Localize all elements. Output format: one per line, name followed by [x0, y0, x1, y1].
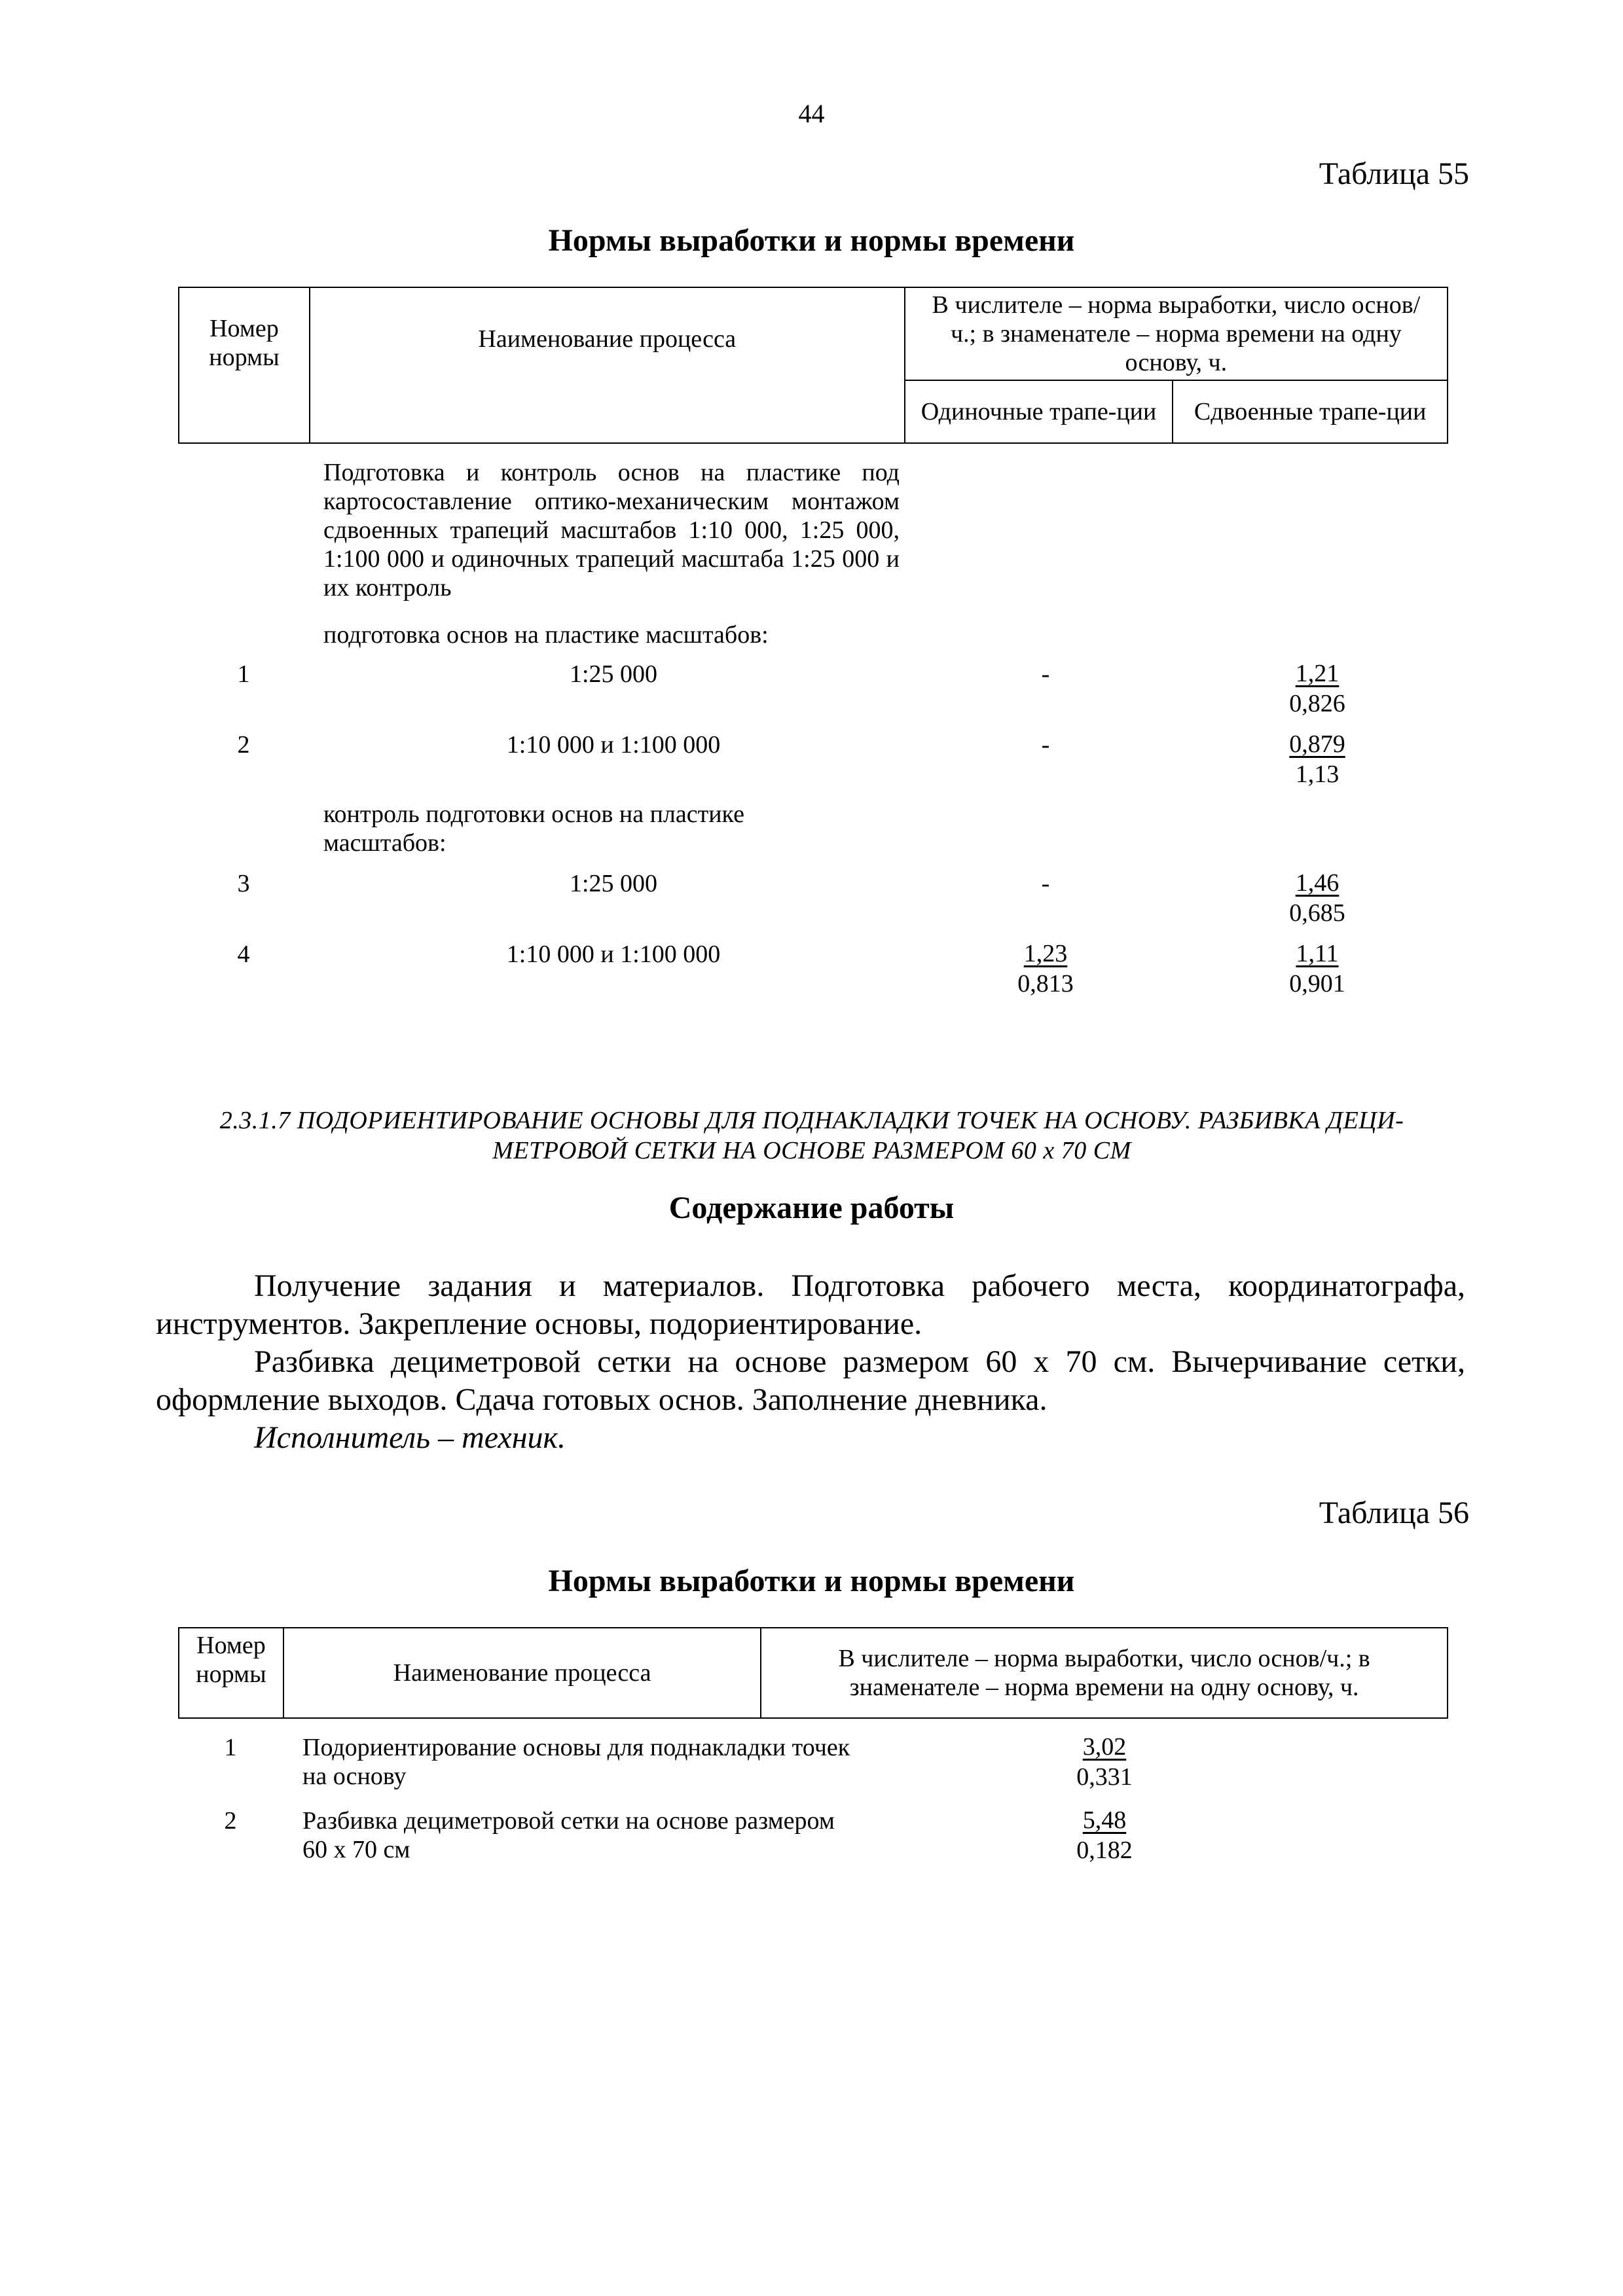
header-56-process: Наименование процесса — [283, 1628, 761, 1718]
row-1-double — [1180, 658, 1455, 719]
row-3-scale: 1:25 000 — [569, 870, 658, 897]
row-1-single: - — [1041, 660, 1050, 688]
t56-row-2-number: 2 — [224, 1807, 237, 1835]
row-2-scale: 1:10 000 и 1:100 000 — [506, 731, 721, 759]
table-55-title: Нормы выработки и нормы времени — [548, 223, 1075, 258]
row-4-single — [911, 939, 1180, 999]
t56-row-2-numerator: 5,48 — [1082, 1806, 1127, 1834]
row-4-number: 4 — [237, 941, 250, 968]
header-single: Одиночные трапе-ции — [905, 380, 1173, 443]
content-paragraph-1: Получение задания и материалов. Подготовка рабочего места, координатографа, инструментов. Закрепление основы, подориентирование. — [156, 1268, 1465, 1341]
table-56-label: Таблица 56 — [1319, 1496, 1469, 1530]
row-4-double-numerator: 1,11 — [1296, 940, 1339, 967]
t56-row-1-numerator: 3,02 — [1082, 1733, 1127, 1761]
row-2-double-numerator: 0,879 — [1289, 730, 1345, 758]
header-56-norm: В числителе – норма выработки, число основ/ч.; в знаменателе – норма времени на одну основу, ч. — [761, 1628, 1448, 1718]
table-55-intro: Подготовка и контроль основ на пластике под картосоставление оптико-механическим монтажом сдвоенных трапеций масштабов 1:10 000, 1:25 000, 1:100 000 и одиночных трапеций масштаба 1:25 000 и их контроль — [323, 459, 900, 601]
row-4-scale: 1:10 000 и 1:100 000 — [506, 941, 721, 968]
content-title: Содержание работы — [668, 1191, 955, 1225]
t56-row-2-denominator: 0,182 — [1076, 1837, 1133, 1864]
header-process: Наименование процесса — [310, 287, 905, 443]
row-3-single: - — [1041, 870, 1050, 897]
table-56-header — [178, 1627, 1448, 1719]
row-3-double-numerator: 1,46 — [1295, 869, 1340, 897]
row-2-number: 2 — [237, 731, 250, 759]
table-55-header — [178, 287, 1448, 444]
row-4-single-numerator: 1,23 — [1023, 940, 1068, 967]
header-double: Сдвоенные трапе-ции — [1173, 380, 1448, 443]
row-4-single-denominator: 0,813 — [1017, 970, 1074, 997]
content-executor: Исполнитель – техник. — [254, 1420, 566, 1455]
table-55-label: Таблица 55 — [1319, 156, 1469, 191]
t56-row-1-value — [761, 1732, 1448, 1792]
row-1-scale: 1:25 000 — [569, 660, 658, 688]
row-1-number: 1 — [237, 660, 250, 688]
row-2-double-denominator: 1,13 — [1295, 761, 1340, 788]
row-3-number: 3 — [237, 870, 250, 897]
table-56-title: Нормы выработки и нормы времени — [548, 1564, 1075, 1598]
row-4-double — [1180, 939, 1455, 999]
t56-row-1-number: 1 — [224, 1734, 237, 1761]
t56-row-2-value — [761, 1805, 1448, 1865]
row-3-double — [1180, 868, 1455, 928]
t56-row-2-process: Разбивка дециметровой сетки на основе размером 60 х 70 см — [302, 1807, 835, 1863]
row-1-double-numerator: 1,21 — [1295, 660, 1340, 687]
header-number: Номер нормы — [179, 287, 310, 443]
subsection-heading-line-1: 2.3.1.7 ПОДОРИЕНТИРОВАНИЕ ОСНОВЫ ДЛЯ ПОДНАКЛАДКИ ТОЧЕК НА ОСНОВУ. РАЗБИВКА ДЕЦИ- — [219, 1107, 1404, 1134]
row-2-double — [1180, 729, 1455, 789]
row-2-single: - — [1041, 731, 1050, 759]
subsection-heading-line-2: МЕТРОВОЙ СЕТКИ НА ОСНОВЕ РАЗМЕРОМ 60 х 70 СМ — [492, 1137, 1131, 1164]
row-3-double-denominator: 0,685 — [1289, 899, 1345, 927]
table-55-group-2: контроль подготовки основ на пластике масштабов: — [323, 800, 744, 857]
page-number: 44 — [798, 99, 825, 128]
row-1-double-denominator: 0,826 — [1289, 690, 1345, 717]
table-55-group-1: подготовка основ на пластике масштабов: — [323, 621, 769, 649]
t56-row-1-process: Подориентирование основы для поднакладки точек на основу — [302, 1734, 850, 1790]
header-norm: В числителе – норма выработки, число основ/ч.; в знаменателе – норма времени на одну основу, ч. — [905, 287, 1448, 380]
row-4-double-denominator: 0,901 — [1289, 970, 1345, 997]
t56-row-1-denominator: 0,331 — [1076, 1763, 1133, 1791]
content-paragraph-2: Разбивка дециметровой сетки на основе размером 60 х 70 см. Вычерчивание сетки, оформление выходов. Сдача готовых основ. Заполнение дневника. — [156, 1344, 1465, 1417]
header-56-number: Номер нормы — [179, 1628, 283, 1718]
